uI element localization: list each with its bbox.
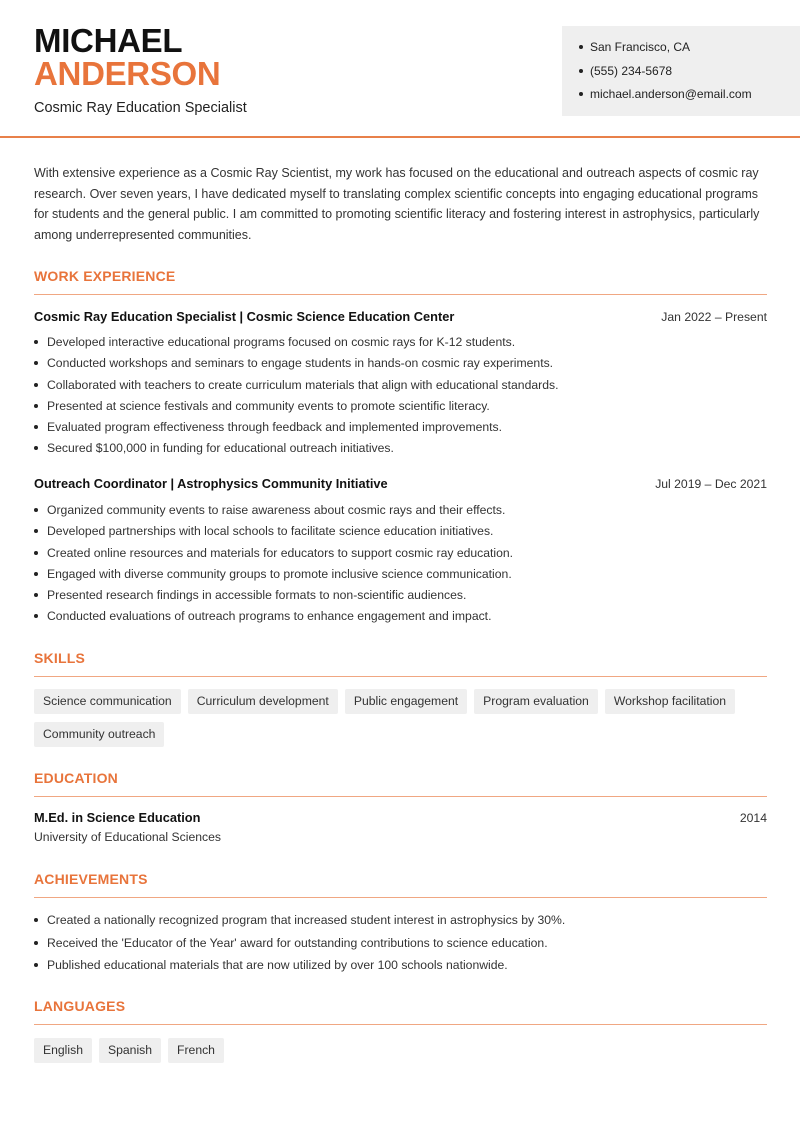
- last-name: ANDERSON: [34, 55, 221, 92]
- bullet-icon: [34, 963, 38, 967]
- bullet-icon: [34, 529, 38, 533]
- achievement-text: Published educational materials that are now utilized by over 100 schools nationwide.: [47, 958, 508, 972]
- bullet-text: Evaluated program effectiveness through feedback and implemented improvements.: [47, 420, 503, 435]
- contact-box: [562, 26, 800, 116]
- list-item: [34, 334, 558, 355]
- list-item: [34, 502, 513, 523]
- education-header: [34, 810, 767, 825]
- list-item: [34, 608, 513, 629]
- resume-header: [0, 0, 800, 138]
- achievement-text: Created a nationally recognized program that increased student interest in astrophysics by 30%.: [47, 913, 566, 927]
- contact-email[interactable]: [579, 86, 752, 110]
- bullet-icon: [34, 941, 38, 945]
- job-date: Jul 2019 – Dec 2021: [655, 477, 767, 491]
- section-divider: [34, 1024, 767, 1025]
- skill-chip: Program evaluation: [474, 689, 598, 714]
- section-title-achievements: ACHIEVEMENTS: [34, 871, 148, 887]
- bullet-text: Developed interactive educational programs focused on cosmic rays for K-12 students.: [47, 335, 516, 349]
- section-title-education: EDUCATION: [34, 770, 118, 786]
- graduation-year: 2014: [739, 811, 767, 825]
- bullet-text: Secured $100,000 in funding for educational outreach initiatives.: [47, 441, 394, 456]
- job-date: Jan 2022 – Present: [661, 310, 767, 324]
- job-role: Cosmic Ray Education Specialist | Cosmic Science Education Center: [34, 309, 455, 324]
- section-divider: [34, 796, 767, 797]
- list-item: [34, 377, 558, 398]
- bullet-icon: [34, 340, 38, 344]
- bullet-icon: [34, 404, 38, 408]
- list-item: [34, 419, 558, 440]
- bullet-icon: [34, 918, 38, 922]
- bullet-icon: [34, 361, 38, 365]
- achievement-text: Received the 'Educator of the Year' award for outstanding contributions to science education.: [47, 935, 548, 950]
- job-header: [34, 309, 767, 324]
- language-chip: English: [34, 1038, 92, 1063]
- skill-chip: Public engagement: [345, 689, 467, 714]
- list-item: [34, 440, 558, 461]
- bullet-text: Collaborated with teachers to create curriculum materials that align with educational standards.: [47, 377, 559, 392]
- bullet-text: Engaged with diverse community groups to promote inclusive science communication.: [47, 566, 512, 581]
- list-item: [34, 566, 513, 587]
- bullet-text: Presented at science festivals and community events to promote scientific literacy.: [47, 398, 490, 413]
- contact-phone: [579, 63, 752, 87]
- bullet-text: Organized community events to raise awareness about cosmic rays and their effects.: [47, 503, 506, 517]
- section-title-work: WORK EXPERIENCE: [34, 268, 176, 284]
- achievements-list: [34, 912, 565, 980]
- section-divider: [34, 897, 767, 898]
- skill-chip: Workshop facilitation: [605, 689, 735, 714]
- section-title-skills: SKILLS: [34, 650, 85, 666]
- skill-chip: Science communication: [34, 689, 181, 714]
- section-title-languages: LANGUAGES: [34, 998, 126, 1014]
- job-bullets: [34, 334, 558, 462]
- bullet-icon: [34, 446, 38, 450]
- bullet-icon: [34, 551, 38, 555]
- bullet-text: Presented research findings in accessible formats to non-scientific audiences.: [47, 588, 467, 603]
- list-item: [34, 912, 565, 935]
- bullet-text: Developed partnerships with local schools to facilitate science education initiatives.: [47, 524, 494, 539]
- section-divider: [34, 294, 767, 295]
- bullet-text: Conducted evaluations of outreach programs to enhance engagement and impact.: [47, 609, 492, 624]
- bullet-icon: [579, 92, 583, 96]
- list-item: [34, 523, 513, 544]
- contact-location: [579, 39, 752, 63]
- skill-chip: Curriculum development: [188, 689, 338, 714]
- language-chip: Spanish: [99, 1038, 161, 1063]
- bullet-text: Created online resources and materials for educators to support cosmic ray education.: [47, 545, 514, 560]
- bullet-icon: [579, 45, 583, 49]
- languages-list: [34, 1038, 767, 1063]
- bullet-icon: [34, 383, 38, 387]
- bullet-icon: [34, 614, 38, 618]
- list-item: [34, 587, 513, 608]
- bullet-icon: [34, 425, 38, 429]
- bullet-icon: [579, 69, 583, 73]
- skill-chip: Community outreach: [34, 722, 164, 747]
- contact-phone-text: (555) 234-5678: [590, 63, 673, 78]
- list-item: [34, 398, 558, 419]
- bullet-icon: [34, 593, 38, 597]
- first-name: MICHAEL: [34, 22, 183, 59]
- job-title: Cosmic Ray Education Specialist: [34, 100, 247, 116]
- list-item: [34, 957, 565, 980]
- section-divider: [34, 676, 767, 677]
- bullet-text: Conducted workshops and seminars to engage students in hands-on cosmic ray experiments.: [47, 356, 554, 371]
- degree: M.Ed. in Science Education: [34, 810, 201, 825]
- list-item: [34, 355, 558, 376]
- job-header: [34, 476, 767, 491]
- summary-paragraph: With extensive experience as a Cosmic Ray Scientist, my work has focused on the educational and outreach aspects of cosmic ray research. Over seven years, I have dedicated myself to translating complex scientific concepts into engaging educational programs for students and the general public. I am committed to promoting scientific literacy and fostering interest in astrophysics, particularly among underrepresented communities.: [34, 166, 760, 243]
- job-bullets: [34, 502, 513, 630]
- candidate-name: [34, 24, 220, 90]
- contact-location-text: San Francisco, CA: [590, 40, 691, 54]
- contact-list: [579, 39, 752, 110]
- bullet-icon: [34, 572, 38, 576]
- contact-email-text[interactable]: michael.anderson@email.com: [590, 87, 752, 101]
- school-name: University of Educational Sciences: [34, 830, 221, 844]
- list-item: [34, 545, 513, 566]
- job-role: Outreach Coordinator | Astrophysics Community Initiative: [34, 476, 388, 491]
- skills-list: [34, 689, 767, 747]
- bullet-icon: [34, 508, 38, 512]
- list-item: [34, 935, 565, 958]
- language-chip: French: [168, 1038, 224, 1063]
